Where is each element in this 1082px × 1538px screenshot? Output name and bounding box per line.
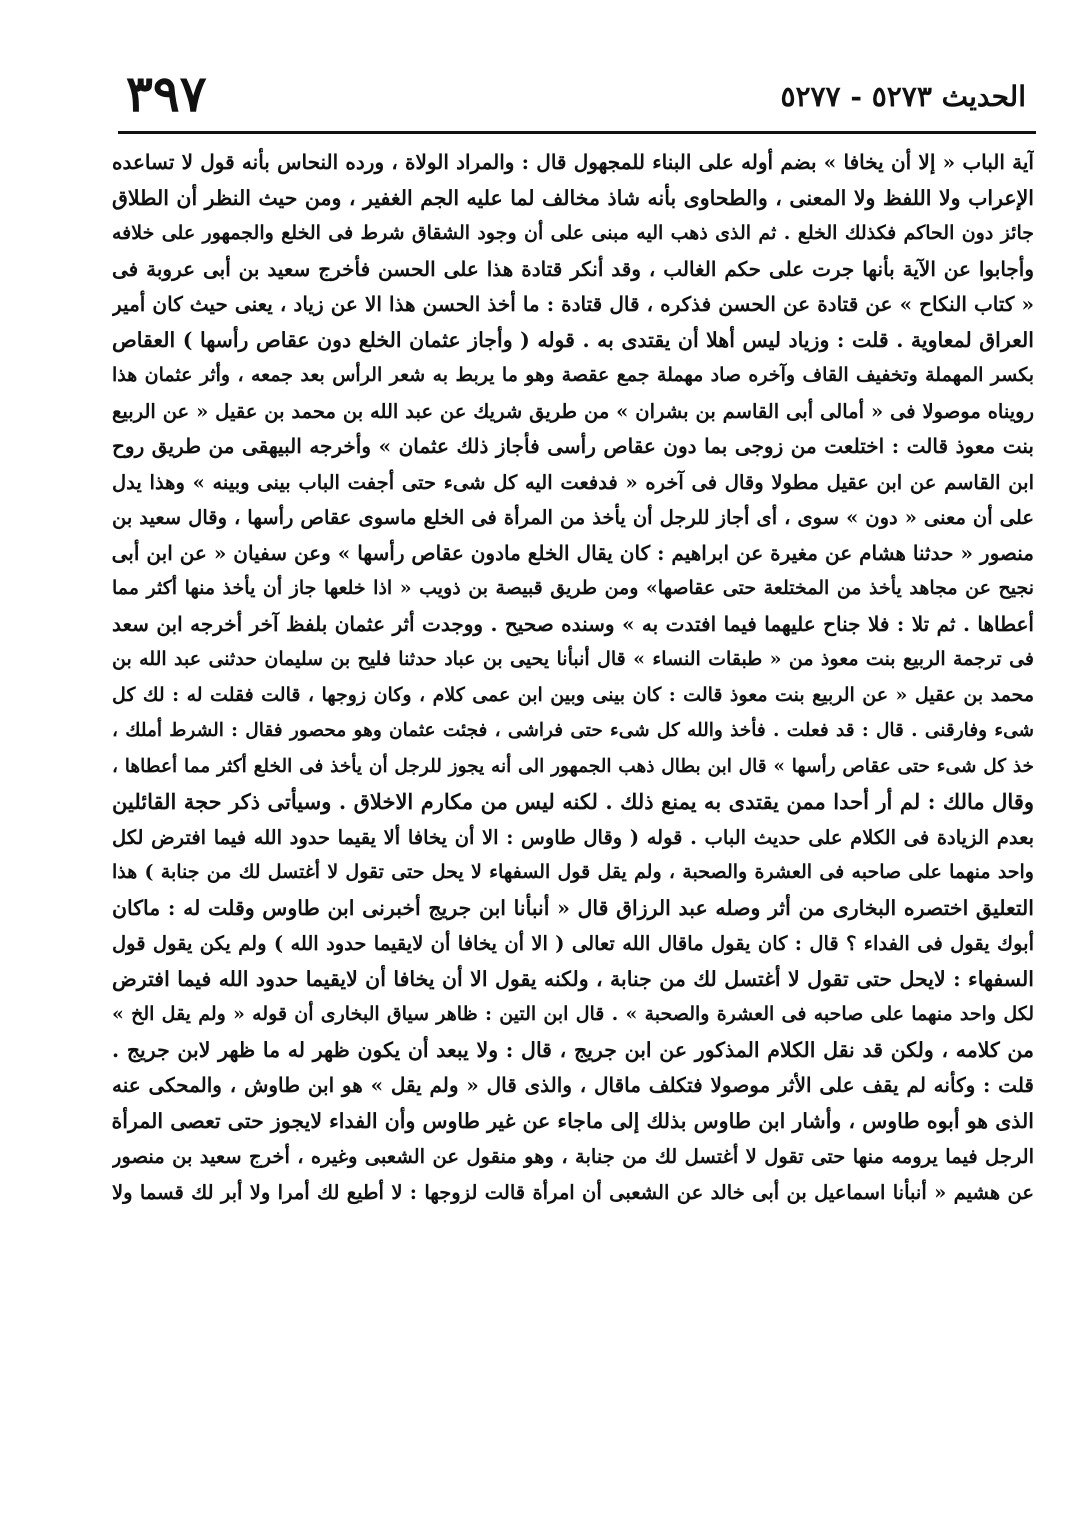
text-line: لكل واحد منهما على صاحبه فى العشرة والصحبة » . قال ابن التين : ظاهر سياق البخارى أن قوله « ولم يقل الخ » (112, 1003, 1034, 1025)
text-line: الرجل فيما يرومه منها حتى تقول لا أغتسل لك من جنابة ، وهو منقول عن الشعبى وغيره ، أخرج سعيد بن منصور (112, 1145, 1034, 1168)
text-line: على أن معنى « دون » سوى ، أى أجاز للرجل أن يأخذ من المرأة فى الخلع ماسوى عقاص رأسها ، وقال سعيد بن (112, 506, 1034, 529)
text-line: بنت معوذ قالت : اختلعت من زوجى بما دون عقاص رأسى فأجاز ذلك عثمان » وأخرجه البيهقى من طريق روح (112, 434, 1034, 458)
page-number: ٣٩٧ (126, 64, 207, 123)
text-line: فى ترجمة الربيع بنت معوذ من « طبقات النساء » قال أنبأنا يحيى بن عباد حدثنا فليح بن سليمان حدثنى عبد الله بن (112, 648, 1034, 670)
text-line: أبوك يقول فى الفداء ؟ قال : كان يقول ماقال الله تعالى ( الا أن يخافا أن لايقيما حدود الله ) ولم يكن يقول قول (112, 932, 1034, 955)
text-line: عن هشيم « أنبأنا اسماعيل بن أبى خالد عن الشعبى أن امرأة قالت لزوجها : لا أطيع لك أمرا ولا أبر لك قسما ولا (112, 1180, 1034, 1204)
text-line: وأجابوا عن الآية بأنها جرت على حكم الغالب ، وقد أنكر قتادة هذا على الحسن فأخرج سعيد بن أبى عروبة فى (112, 256, 1034, 281)
text-line: آية الباب « إلا أن يخافا » بضم أوله على البناء للمجهول قال : والمراد الولاة ، ورده النحاس بأنه قول لا تساعده (112, 150, 1034, 174)
text-line: منصور « حدثنا هشام عن مغيرة عن ابراهيم : كان يقال الخلع مادون عقاص رأسها » وعن سفيان « عن ابن أبى (112, 540, 1034, 565)
header-rule (118, 131, 1036, 134)
text-line: رويناه موصولا فى « أمالى أبى القاسم بن بشران » من طريق شريك عن عبد الله بن محمد بن عقيل « عن الربيع (112, 399, 1034, 423)
text-line: بكسر المهملة وتخفيف القاف وآخره صاد مهملة جمع عقصة وهو ما يربط به شعر الرأس بعد جمعه ، وأثر عثمان هذا (112, 364, 1034, 386)
text-body (112, 145, 1034, 1515)
text-line: محمد بن عقيل « عن الربيع بنت معوذ قالت : كان بينى وبين ابن عمى كلام ، وكان زوجها ، قالت فقلت له : لك كل (112, 683, 1034, 706)
running-title: الحديث ٥٢٧٣ - ٥٢٧٧ (780, 80, 1026, 113)
text-line: من كلامه ، ولكن قد نقل الكلام المذكور عن ابن جريج ، قال : ولا يبعد أن يكون ظهر له ما ظهر لابن جريج . (112, 1037, 1034, 1062)
text-line: شىء وفارقنى . قال : قد فعلت . فأخذ والله كل شىء حتى فراشى ، فجئت عثمان وهو محصور فقال : الشرط أملك ، (112, 720, 1034, 741)
text-line: التعليق اختصره البخارى من أثر وصله عبد الرزاق قال « أنبأنا ابن جريج أخبرنى ابن طاوس وقلت له : ماكان (112, 895, 1034, 920)
text-line: خذ كل شىء حتى عقاص رأسها » قال ابن بطال ذهب الجمهور الى أنه يجوز للرجل أن يأخذ فى الخلع أكثر مما أعطاها ، (112, 755, 1034, 777)
text-line: العراق لمعاوية . قلت : وزياد ليس أهلا أن يقتدى به . قوله ( وأجاز عثمان الخلع دون عقاص رأسها ) العقاص (112, 327, 1034, 352)
text-line: قلت : وكأنه لم يقف على الأثر موصولا فتكلف ماقال ، والذى قال « ولم يقل » هو ابن طاوش ، والمحكى عنه (112, 1073, 1034, 1097)
text-line: أعطاها . ثم تلا : فلا جناح عليهما فيما افتدت به » وسنده صحيح . ووجدت أثر عثمان بلفظ آخر أخرجه ابن سعد (112, 611, 1034, 636)
text-line: نجيح عن مجاهد يأخذ من المختلعة حتى عقاصها» ومن طريق قبيصة بن ذويب « اذا خلعها جاز أن يأخذ منها أكثر مما (112, 577, 1034, 599)
text-line: ابن القاسم عن ابن عقيل مطولا وقال فى آخره « فدفعت اليه كل شىء حتى أجفت الباب بينى وبينه » وهذا يدل (112, 470, 1034, 494)
text-line: وقال مالك : لم أر أحدا ممن يقتدى به يمنع ذلك . لكنه ليس من مكارم الاخلاق . وسيأتى ذكر حجة القائلين (112, 789, 1034, 814)
text-line: السفهاء : لايحل حتى تقول لا أغتسل لك من جنابة ، ولكنه يقول الا أن يخافا أن لايقيما حدود الله فيما افترض (112, 966, 1034, 991)
text-line: جائز دون الحاكم فكذلك الخلع . ثم الذى ذهب اليه مبنى على أن وجود الشقاق شرط فى الخلع والجمهور على خلافه (112, 222, 1034, 244)
text-line: واحد منهما على صاحبه فى العشرة والصحبة ، ولم يقل قول السفهاء لا يحل حتى تقول لا أغتسل لك من جنابة ) هذا (112, 861, 1034, 883)
text-line: بعدم الزيادة فى الكلام على حديث الباب . قوله ( وقال طاوس : الا أن يخافا ألا يقيما حدود الله فيما افترض لكل (112, 825, 1034, 849)
text-line: الإعراب ولا اللفظ ولا المعنى ، والطحاوى بأنه شاذ مخالف لما عليه الجم الغفير ، ومن حيث النظر أن الطلاق (112, 185, 1034, 210)
page-header (118, 60, 1036, 132)
text-line: الذى هو أبوه طاوس ، وأشار ابن طاوس بذلك إلى ماجاء عن غير طاوس وأن الفداء لايجوز حتى تعصى المرأة (112, 1108, 1034, 1133)
text-line: « كتاب النكاح » عن قتادة عن الحسن فذكره ، قال قتادة : ما أخذ الحسن هذا الا عن زياد ، يعنى حيث كان أمير (112, 292, 1034, 316)
